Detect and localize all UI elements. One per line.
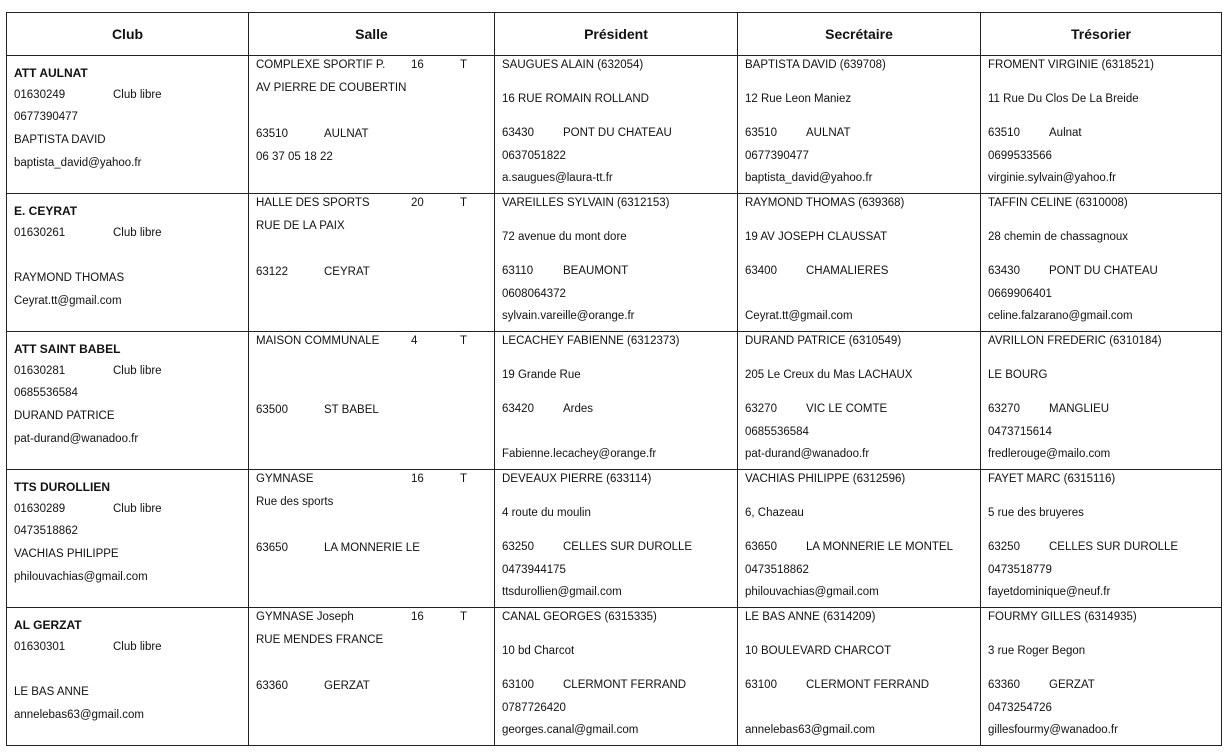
salle-city: AULNAT xyxy=(324,128,369,140)
president-email: a.saugues@laura-tt.fr xyxy=(502,172,613,184)
president-city: BEAUMONT xyxy=(563,265,629,277)
salle-city: ST BABEL xyxy=(324,404,379,416)
tresorier-address: 11 Rue Du Clos De La Breide xyxy=(988,93,1139,105)
salle-count: 20 xyxy=(411,197,424,209)
secretaire-phone: 0473518862 xyxy=(745,564,809,576)
table-row xyxy=(7,56,1222,194)
club-number: 01630301 xyxy=(14,641,66,653)
table-row xyxy=(7,332,1222,470)
tresorier-address: 3 rue Roger Begon xyxy=(988,645,1086,657)
salle-city: CEYRAT xyxy=(324,266,370,278)
club-type: Club libre xyxy=(113,641,162,653)
president-cell xyxy=(495,470,738,608)
president-name: CANAL GEORGES (6315335) xyxy=(502,611,657,623)
tresorier-email: gillesfourmy@wanadoo.fr xyxy=(988,724,1118,736)
secretaire-postal: 63400 xyxy=(745,265,777,277)
secretaire-cell xyxy=(738,56,981,194)
secretaire-email: Ceyrat.tt@gmail.com xyxy=(745,310,853,322)
secretaire-postal: 63510 xyxy=(745,127,777,139)
tresorier-postal: 63360 xyxy=(988,679,1020,691)
tresorier-name: FROMENT VIRGINIE (6318521) xyxy=(988,59,1154,71)
club-name: TTS DUROLLIEN xyxy=(14,480,110,494)
president-city: CELLES SUR DUROLLE xyxy=(563,541,693,553)
president-address: 19 Grande Rue xyxy=(502,369,581,381)
president-address: 4 route du moulin xyxy=(502,507,591,519)
secretaire-address: 205 Le Creux du Mas LACHAUX xyxy=(745,369,913,381)
club-number: 01630289 xyxy=(14,503,66,515)
club-contact: BAPTISTA DAVID xyxy=(14,134,106,146)
club-contact: VACHIAS PHILIPPE xyxy=(14,548,119,560)
tresorier-cell xyxy=(981,470,1222,608)
secretaire-email: pat-durand@wanadoo.fr xyxy=(745,448,870,460)
salle-phone: 06 37 05 18 22 xyxy=(256,151,333,163)
secretaire-postal: 63100 xyxy=(745,679,777,691)
president-email: Fabienne.lecachey@orange.fr xyxy=(502,448,657,460)
secretaire-postal: 63270 xyxy=(745,403,777,415)
president-city: Ardes xyxy=(563,403,594,415)
club-number: 01630261 xyxy=(14,227,66,239)
secretaire-cell xyxy=(738,608,981,746)
club-cell xyxy=(7,194,249,332)
club-type: Club libre xyxy=(113,365,162,377)
salle-cell xyxy=(249,332,495,470)
club-phone: 0677390477 xyxy=(14,111,78,123)
tresorier-address: 28 chemin de chassagnoux xyxy=(988,231,1129,243)
tresorier-name: TAFFIN CELINE (6310008) xyxy=(988,197,1128,209)
salle-postal: 63510 xyxy=(256,128,288,140)
club-email: pat-durand@wanadoo.fr xyxy=(14,433,139,445)
club-cell xyxy=(7,608,249,746)
tresorier-cell xyxy=(981,332,1222,470)
table-row xyxy=(7,194,1222,332)
tresorier-name: FAYET MARC (6315116) xyxy=(988,473,1116,485)
tresorier-city: PONT DU CHATEAU xyxy=(1049,265,1158,277)
president-phone: 0637051822 xyxy=(502,150,566,162)
president-name: SAUGUES ALAIN (632054) xyxy=(502,59,644,71)
club-name: AL GERZAT xyxy=(14,618,82,632)
president-city: PONT DU CHATEAU xyxy=(563,127,672,139)
president-postal: 63250 xyxy=(502,541,534,553)
salle-cell xyxy=(249,194,495,332)
salle-address: AV PIERRE DE COUBERTIN xyxy=(256,82,407,94)
table-row xyxy=(7,608,1222,746)
club-email: philouvachias@gmail.com xyxy=(14,571,148,583)
club-contact: RAYMOND THOMAS xyxy=(14,272,125,284)
tresorier-name: AVRILLON FREDERIC (6310184) xyxy=(988,335,1162,347)
club-number: 01630249 xyxy=(14,89,66,101)
tresorier-email: fredlerouge@mailo.com xyxy=(988,448,1111,460)
tresorier-email: fayetdominique@neuf.fr xyxy=(988,586,1111,598)
president-phone: 0787726420 xyxy=(502,702,566,714)
secretaire-cell xyxy=(738,332,981,470)
president-cell xyxy=(495,194,738,332)
president-postal: 63430 xyxy=(502,127,534,139)
president-city: CLERMONT FERRAND xyxy=(563,679,687,691)
club-name: ATT AULNAT xyxy=(14,66,88,80)
secretaire-email: philouvachias@gmail.com xyxy=(745,586,879,598)
secretaire-city: AULNAT xyxy=(806,127,851,139)
president-address: 72 avenue du mont dore xyxy=(502,231,627,243)
president-cell xyxy=(495,56,738,194)
salle-address: Rue des sports xyxy=(256,496,334,508)
secretaire-name: LE BAS ANNE (6314209) xyxy=(745,611,876,623)
tresorier-phone: 0699533566 xyxy=(988,150,1052,162)
salle-postal: 63360 xyxy=(256,680,288,692)
header-president: Président xyxy=(495,13,738,56)
salle-name: COMPLEXE SPORTIF P. xyxy=(256,59,386,71)
club-cell xyxy=(7,56,249,194)
president-cell xyxy=(495,608,738,746)
salle-name: GYMNASE xyxy=(256,473,314,485)
president-name: LECACHEY FABIENNE (6312373) xyxy=(502,335,680,347)
header-tresorier: Trésorier xyxy=(981,13,1222,56)
salle-postal: 63650 xyxy=(256,542,288,554)
tresorier-city: Aulnat xyxy=(1049,127,1082,139)
tresorier-city: GERZAT xyxy=(1049,679,1095,691)
president-postal: 63100 xyxy=(502,679,534,691)
salle-count: 16 xyxy=(411,611,424,623)
president-email: ttsdurollien@gmail.com xyxy=(502,586,622,598)
secretaire-city: LA MONNERIE LE MONTEL xyxy=(806,541,953,553)
club-name: ATT SAINT BABEL xyxy=(14,342,121,356)
secretaire-cell xyxy=(738,194,981,332)
club-email: Ceyrat.tt@gmail.com xyxy=(14,295,122,307)
president-phone: 0473944175 xyxy=(502,564,566,576)
secretaire-phone: 0677390477 xyxy=(745,150,809,162)
header-row xyxy=(7,13,1222,56)
secretaire-email: baptista_david@yahoo.fr xyxy=(745,172,873,184)
president-address: 16 RUE ROMAIN ROLLAND xyxy=(502,93,649,105)
tresorier-city: MANGLIEU xyxy=(1049,403,1110,415)
salle-name: HALLE DES SPORTS xyxy=(256,197,370,209)
salle-code: T xyxy=(460,197,468,209)
secretaire-name: DURAND PATRICE (6310549) xyxy=(745,335,902,347)
salle-count: 16 xyxy=(411,59,424,71)
tresorier-cell xyxy=(981,56,1222,194)
salle-city: LA MONNERIE LE xyxy=(324,542,420,554)
tresorier-cell xyxy=(981,194,1222,332)
header-secretaire: Secrétaire xyxy=(738,13,981,56)
secretaire-city: VIC LE COMTE xyxy=(806,403,888,415)
salle-postal: 63122 xyxy=(256,266,288,278)
header-club: Club xyxy=(7,13,249,56)
salle-name: GYMNASE Joseph xyxy=(256,611,354,623)
secretaire-email: annelebas63@gmail.com xyxy=(745,724,875,736)
secretaire-name: RAYMOND THOMAS (639368) xyxy=(745,197,905,209)
tresorier-postal: 63270 xyxy=(988,403,1020,415)
president-postal: 63420 xyxy=(502,403,534,415)
club-cell xyxy=(7,332,249,470)
secretaire-city: CHAMALIERES xyxy=(806,265,889,277)
tresorier-cell xyxy=(981,608,1222,746)
salle-code: T xyxy=(460,335,468,347)
salle-code: T xyxy=(460,473,468,485)
secretaire-address: 12 Rue Leon Maniez xyxy=(745,93,852,105)
salle-address: RUE DE LA PAIX xyxy=(256,220,345,232)
salle-name: MAISON COMMUNALE xyxy=(256,335,380,347)
president-postal: 63110 xyxy=(502,265,534,277)
clubs-table xyxy=(6,12,1222,746)
club-phone: 0685536584 xyxy=(14,387,78,399)
tresorier-phone: 0473518779 xyxy=(988,564,1052,576)
club-phone: 0473518862 xyxy=(14,525,78,537)
salle-cell xyxy=(249,470,495,608)
secretaire-address: 10 BOULEVARD CHARCOT xyxy=(745,645,892,657)
club-number: 01630281 xyxy=(14,365,66,377)
tresorier-phone: 0473254726 xyxy=(988,702,1052,714)
secretaire-address: 19 AV JOSEPH CLAUSSAT xyxy=(745,231,888,243)
secretaire-address: 6, Chazeau xyxy=(745,507,804,519)
header-salle: Salle xyxy=(249,13,495,56)
president-name: VAREILLES SYLVAIN (6312153) xyxy=(502,197,670,209)
president-phone: 0608064372 xyxy=(502,288,566,300)
salle-cell xyxy=(249,56,495,194)
president-email: georges.canal@gmail.com xyxy=(502,724,639,736)
salle-address: RUE MENDES FRANCE xyxy=(256,634,384,646)
club-name: E. CEYRAT xyxy=(14,204,78,218)
salle-postal: 63500 xyxy=(256,404,288,416)
salle-code: T xyxy=(460,611,468,623)
secretaire-postal: 63650 xyxy=(745,541,777,553)
tresorier-postal: 63430 xyxy=(988,265,1020,277)
tresorier-address: LE BOURG xyxy=(988,369,1048,381)
club-type: Club libre xyxy=(113,227,162,239)
secretaire-city: CLERMONT FERRAND xyxy=(806,679,930,691)
secretaire-cell xyxy=(738,470,981,608)
secretaire-name: BAPTISTA DAVID (639708) xyxy=(745,59,886,71)
tresorier-address: 5 rue des bruyeres xyxy=(988,507,1084,519)
tresorier-postal: 63250 xyxy=(988,541,1020,553)
salle-city: GERZAT xyxy=(324,680,370,692)
club-contact: LE BAS ANNE xyxy=(14,686,89,698)
tresorier-name: FOURMY GILLES (6314935) xyxy=(988,611,1137,623)
club-type: Club libre xyxy=(113,503,162,515)
secretaire-phone: 0685536584 xyxy=(745,426,809,438)
president-address: 10 bd Charcot xyxy=(502,645,575,657)
salle-code: T xyxy=(460,59,468,71)
secretaire-name: VACHIAS PHILIPPE (6312596) xyxy=(745,473,906,485)
tresorier-city: CELLES SUR DUROLLE xyxy=(1049,541,1179,553)
tresorier-postal: 63510 xyxy=(988,127,1020,139)
tresorier-email: virginie.sylvain@yahoo.fr xyxy=(988,172,1117,184)
tresorier-phone: 0473715614 xyxy=(988,426,1052,438)
salle-count: 4 xyxy=(411,335,418,347)
salle-count: 16 xyxy=(411,473,424,485)
president-name: DEVEAUX PIERRE (633114) xyxy=(502,473,652,485)
table-row xyxy=(7,470,1222,608)
club-cell xyxy=(7,470,249,608)
tresorier-phone: 0669906401 xyxy=(988,288,1052,300)
club-email: baptista_david@yahoo.fr xyxy=(14,157,142,169)
club-email: annelebas63@gmail.com xyxy=(14,709,144,721)
tresorier-email: celine.falzarano@gmail.com xyxy=(988,310,1133,322)
club-contact: DURAND PATRICE xyxy=(14,410,115,422)
salle-cell xyxy=(249,608,495,746)
president-cell xyxy=(495,332,738,470)
club-type: Club libre xyxy=(113,89,162,101)
president-email: sylvain.vareille@orange.fr xyxy=(502,310,635,322)
